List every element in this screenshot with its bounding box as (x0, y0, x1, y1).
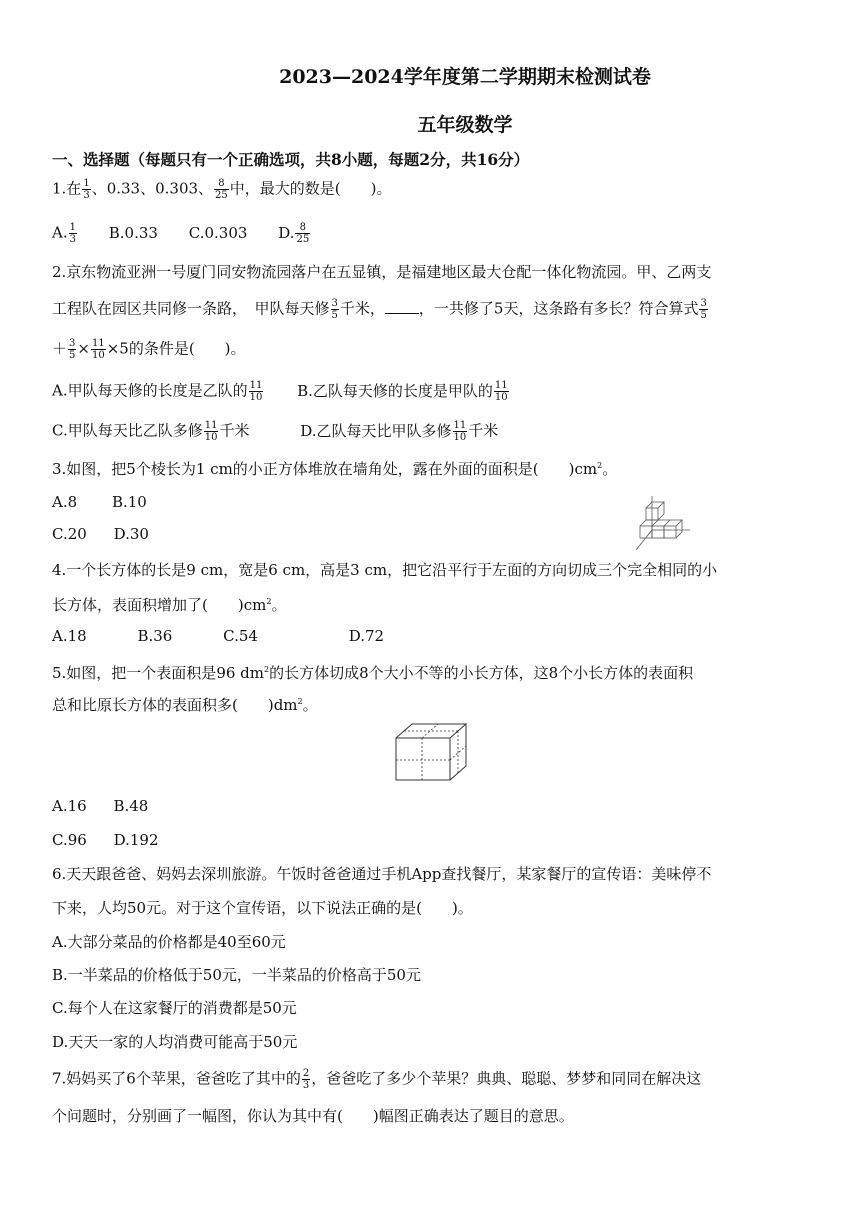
text: 1.在 (52, 179, 82, 198)
option-a: A. (52, 223, 68, 242)
option-b: B.0.33 (108, 223, 158, 242)
denominator: 25 (296, 234, 310, 245)
denominator: 10 (204, 432, 218, 443)
text: 工程队在园区共同修一条路， 甲队每天修 (52, 299, 330, 318)
text: 长方体，表面积增加了( )cm (52, 596, 267, 614)
cuboid-cut-figure (394, 722, 468, 784)
superscript: 2 (266, 597, 272, 606)
fraction (249, 380, 264, 403)
text: 中，最大的数是( )。 (229, 179, 392, 198)
fraction (302, 1068, 310, 1091)
question-1-stem (52, 178, 391, 201)
option-d: D.30 (113, 525, 149, 543)
section-heading: 一、选择题（每题只有一个正确选项，共8小题，每题2分，共16分） (52, 150, 530, 169)
exam-subtitle: 五年级数学 (417, 114, 513, 136)
option-c: C.0.303 (188, 223, 248, 242)
fraction (68, 338, 76, 361)
numerator: 8 (295, 222, 310, 234)
question-4-options (52, 626, 384, 646)
text: 5.如图，把一个表面积是96 dm (52, 664, 264, 682)
answer-blank (385, 313, 419, 314)
denominator: 5 (331, 310, 338, 321)
denominator: 25 (215, 190, 228, 201)
question-6-option-b: B.一半菜品的价格低于50元，一半菜品的价格高于50元 (52, 966, 421, 984)
fraction (494, 380, 509, 403)
text: 总和比原长方体的表面积多( )dm (52, 696, 298, 714)
question-5-line-1 (52, 660, 693, 683)
question-5-line-2 (52, 692, 318, 715)
text: 。 (302, 696, 318, 714)
fraction (82, 178, 90, 201)
option-a: A.8 (52, 493, 78, 511)
numerator: 3 (69, 338, 76, 349)
text: 千米 (468, 421, 499, 440)
stacked-cubes-figure (630, 494, 692, 552)
numerator: 3 (331, 298, 338, 309)
numerator: 1 (69, 222, 76, 233)
option-a: A.甲队每天修的长度是乙队的 (52, 381, 248, 400)
text: ＋ (52, 339, 68, 358)
option-d: D. (278, 223, 295, 242)
numerator: 11 (494, 380, 508, 391)
question-3-options-cd (52, 524, 149, 544)
superscript: 2 (297, 697, 303, 706)
numerator: 11 (91, 338, 105, 349)
text: 。 (602, 460, 618, 478)
text: 千米， (339, 299, 385, 318)
exam-title: 2023—2024学年度第二学期期末检测试卷 (279, 66, 651, 88)
denominator: 5 (700, 310, 707, 321)
numerator: 2 (302, 1068, 310, 1079)
denominator: 3 (302, 1080, 310, 1091)
text: ，爸爸吃了多少个苹果？典典、聪聪、梦梦和同同在解决这 (311, 1069, 702, 1088)
denominator: 3 (69, 234, 76, 245)
fraction (91, 338, 106, 361)
text: 。 (271, 596, 287, 614)
superscript: 2 (264, 665, 270, 674)
fraction (331, 298, 339, 321)
option-b: B.48 (113, 797, 149, 815)
fraction (295, 222, 310, 245)
option-d: D.乙队每天比甲队多修 (300, 421, 452, 440)
text: ，一共修了5天，这条路有多长？符合算式 (418, 299, 699, 318)
numerator: 11 (204, 420, 218, 431)
option-c: C.96 (52, 831, 87, 849)
question-2-line-1: 2.京东物流亚洲一号厦门同安物流园落户在五显镇，是福建地区最大仓配一体化物流园。甲、乙两支 (52, 263, 712, 281)
text: 、0.33、0.303、 (91, 179, 214, 198)
option-d: D.72 (348, 627, 385, 645)
question-6-line-1: 6.天天跟爸爸、妈妈去深圳旅游。午饭时爸爸通过手机App查找餐厅，某家餐厅的宣传语：美味停不 (52, 865, 712, 883)
denominator: 10 (453, 432, 467, 443)
superscript: 2 (597, 461, 603, 470)
denominator: 10 (494, 392, 508, 403)
denominator: 10 (249, 392, 263, 403)
fraction (699, 298, 707, 321)
fraction (69, 222, 77, 245)
question-4-line-2 (52, 592, 286, 615)
question-5-options-cd (52, 830, 158, 850)
fraction (204, 420, 219, 443)
question-6-option-d: D.天天一家的人均消费可能高于50元 (52, 1033, 298, 1051)
option-b: B.36 (137, 627, 173, 645)
option-b: B.乙队每天修的长度是甲队的 (297, 381, 493, 400)
text: 千米 (219, 421, 250, 440)
question-2-options-ab (52, 380, 510, 403)
question-7-line-2: 个问题时，分别画了一幅图，你认为其中有( )幅图正确表达了题目的意思。 (52, 1107, 574, 1125)
text: × (77, 339, 90, 358)
question-6-option-a: A.大部分菜品的价格都是40至60元 (52, 933, 286, 951)
text: 7.妈妈买了6个苹果，爸爸吃了其中的 (52, 1069, 301, 1088)
numerator: 8 (214, 178, 229, 190)
question-2-line-2 (52, 298, 709, 321)
question-4-line-1: 4.一个长方体的长是9 cm，宽是6 cm，高是3 cm，把它沿平行于左面的方向切成三个完全相同的小 (52, 561, 718, 579)
text: 的长方体切成8个大小不等的小长方体，这8个小长方体的表面积 (269, 664, 694, 682)
option-d: D.192 (113, 831, 159, 849)
denominator: 5 (69, 350, 76, 361)
numerator: 11 (249, 380, 263, 391)
option-c: C.54 (223, 627, 258, 645)
question-7-line-1 (52, 1068, 701, 1091)
numerator: 3 (700, 298, 707, 309)
question-3-stem (52, 456, 617, 479)
question-3-options-ab (52, 492, 147, 512)
option-a: A.18 (52, 627, 87, 645)
question-1-options (52, 222, 311, 245)
fraction (453, 420, 468, 443)
option-b: B.10 (111, 493, 147, 511)
numerator: 11 (453, 420, 467, 431)
question-5-options-ab (52, 796, 148, 816)
question-2-line-3 (52, 338, 246, 361)
question-2-options-cd (52, 420, 498, 443)
question-6-line-2: 下来，人均50元。对于这个宣传语，以下说法正确的是( )。 (52, 899, 473, 917)
text: ×5的条件是( )。 (106, 339, 246, 358)
option-c: C.20 (52, 525, 87, 543)
denominator: 10 (91, 350, 105, 361)
question-6-option-c: C.每个人在这家餐厅的消费都是50元 (52, 999, 297, 1017)
fraction (214, 178, 229, 201)
denominator: 3 (83, 190, 90, 201)
option-a: A.16 (52, 797, 87, 815)
numerator: 1 (83, 178, 90, 189)
option-c: C.甲队每天比乙队多修 (52, 421, 203, 440)
text: 3.如图，把5个棱长为1 cm的小正方体堆放在墙角处，露在外面的面积是( )cm (52, 460, 598, 478)
